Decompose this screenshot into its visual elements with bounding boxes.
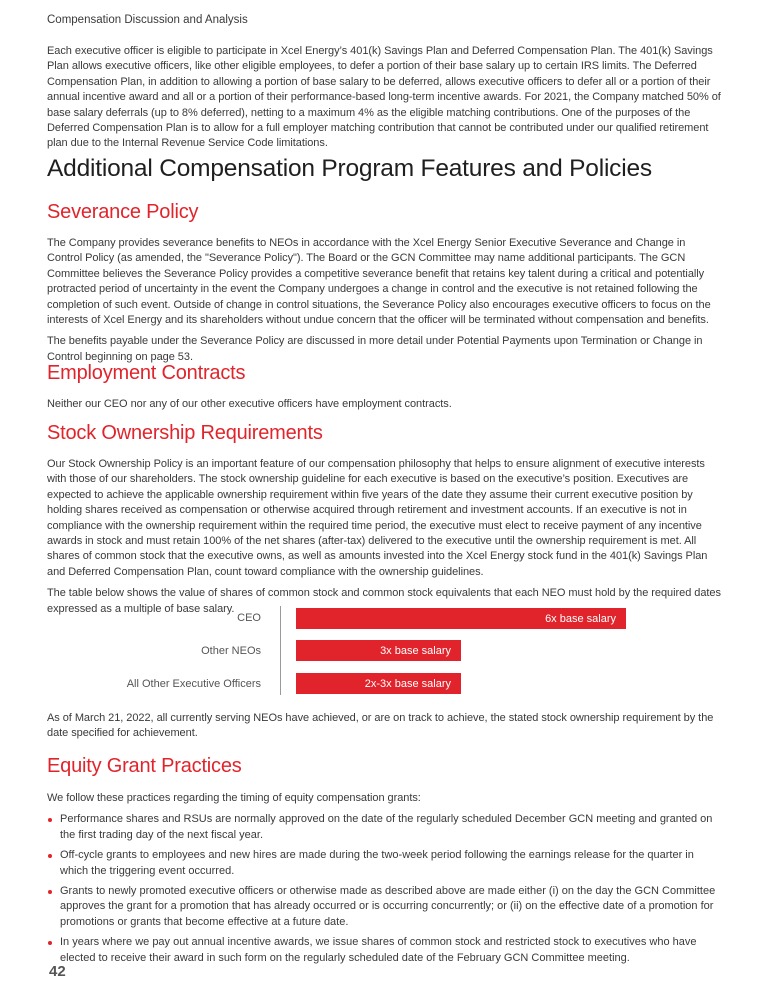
employment-section <box>47 397 722 412</box>
chart-bar-other-executives <box>296 673 461 694</box>
after-chart-section <box>47 711 722 742</box>
chart-category-other-neos: Other NEOs <box>201 645 261 657</box>
chart-bar-ceo <box>296 608 626 629</box>
list-item <box>47 884 722 930</box>
list-item-text: In years where we pay out annual incentive awards, we issue shares of common stock and restricted stock to executives who have elected to receive their award in such form on the regularly scheduled date of the February GCN Committee meeting. <box>60 936 697 964</box>
after-chart-paragraph: As of March 21, 2022, all currently serving NEOs have achieved, or are on track to achieve, the stated stock ownership requirement by the date specified for achievement. <box>47 712 714 740</box>
page-number: 42 <box>49 963 66 980</box>
list-item-text: Performance shares and RSUs are normally approved on the date of the regularly scheduled December GCN meeting and granted on the first trading day of the next fiscal year. <box>60 813 713 841</box>
main-heading: Additional Compensation Program Features and Policies <box>47 155 652 182</box>
severance-paragraph-2: The benefits payable under the Severance Policy are discussed in more detail under Potential Payments upon Termination or Change in Control beginning on page 53. <box>47 335 703 363</box>
severance-paragraph-1: The Company provides severance benefits to NEOs in accordance with the Xcel Energy Senior Executive Severance and Change in Control Policy (as amended, the "Severance Policy"). The Board or the GCN Committee may name additional participants. The GCN Committee believes the Severance Policy provides a competitive severance benefit that retains key talent during a critical and potentially protracted period of uncertainty in the event the Company undergoes a change in control and the executive is not retained following the completion of such event. Outside of change in control situations, the Severance Policy also encourages executive officers to focus on the interests of Xcel Energy and its shareholders without undue concern that the officer will be terminated without compensation and benefits. <box>47 237 711 327</box>
chart-category-ceo: CEO <box>237 612 261 624</box>
chart-bar-label: 6x base salary <box>545 612 616 625</box>
bullet-icon <box>48 890 52 894</box>
bullet-icon <box>48 818 52 822</box>
list-item <box>47 848 722 879</box>
intro-section <box>47 44 722 152</box>
equity-heading: Equity Grant Practices <box>47 755 242 777</box>
list-item <box>47 812 722 843</box>
chart-category-other-executives: All Other Executive Officers <box>126 678 261 690</box>
chart-axis-line <box>280 606 281 695</box>
employment-heading: Employment Contracts <box>47 362 246 384</box>
running-head: Compensation Discussion and Analysis <box>47 14 248 26</box>
equity-bullet-list <box>47 812 722 966</box>
stock-ownership-section <box>47 457 722 617</box>
list-item-text: Off-cycle grants to employees and new hires are made during the two-week period following the earnings release for the quarter in which the triggering event occurred. <box>60 849 694 877</box>
bullet-icon <box>48 941 52 945</box>
list-item-text: Grants to newly promoted executive officers or otherwise made as described above are made either (i) on the day the GCN Committee approves the grant for a promotion that has already occurred or is occurring concurrently; or (ii) on the effective date of a promotion for promotions or grants that become effective at a future date. <box>60 885 716 928</box>
intro-paragraph: Each executive officer is eligible to participate in Xcel Energy’s 401(k) Savings Plan and Deferred Compensation Plan. The 401(k) Savings Plan allows executive officers, like other eligible employees, to defer a portion of their base salary up to certain IRS limits. The Deferred Compensation Plan, in addition to allowing a portion of base salary to be deferred, allows executive officers to defer all or a portion of their annual incentive award and all or a portion of their performance-based long-term incentive awards. For 2021, the Company matched 50% of base salary deferrals (up to 8% deferred), netting to a maximum 4% as the eligible matching contributions. One of the purposes of the Deferred Compensation Plan is to allow for a full employer matching contribution that cannot be contributed under our qualified retirement plan due to the Internal Revenue Service Code limitations. <box>47 45 721 150</box>
employment-paragraph: Neither our CEO nor any of our other executive officers have employment contracts. <box>47 398 452 410</box>
list-item <box>47 935 722 966</box>
chart-bar-other-neos <box>296 640 461 661</box>
stock-ownership-paragraph-2: The table below shows the value of shares of common stock and common stock equivalents that each NEO must hold by the required dates expressed as a multiple of base salary. <box>47 587 721 615</box>
stock-ownership-heading: Stock Ownership Requirements <box>47 422 323 444</box>
chart-bar-label: 2x-3x base salary <box>364 677 451 690</box>
equity-section <box>47 791 722 971</box>
equity-intro: We follow these practices regarding the timing of equity compensation grants: <box>47 792 421 804</box>
severance-heading: Severance Policy <box>47 201 199 223</box>
bullet-icon <box>48 854 52 858</box>
severance-section <box>47 236 722 365</box>
stock-ownership-paragraph-1: Our Stock Ownership Policy is an important feature of our compensation philosophy that helps to ensure alignment of executive interests with those of our shareholders. The stock ownership guideline for each executive is based on the executive’s position. Executives are expected to achieve the applicable ownership requirement within five years of the date they assume their current executive position by holding shares received as compensation or otherwise acquired through retirement and investment accounts. If an executive is not in compliance with the ownership requirement within the required time period, the executive must elect to receive payment of any incentive awards in stock and must retain 100% of the net shares (after-tax) delivered to the executive until the ownership requirement is met. All shares of common stock that the executive owns, as well as amounts invested into the Xcel Energy stock fund in the 401(k) Savings Plan and Deferred Compensation Plan, count toward compliance with the ownership guidelines. <box>47 458 708 578</box>
chart-bar-label: 3x base salary <box>380 644 451 657</box>
